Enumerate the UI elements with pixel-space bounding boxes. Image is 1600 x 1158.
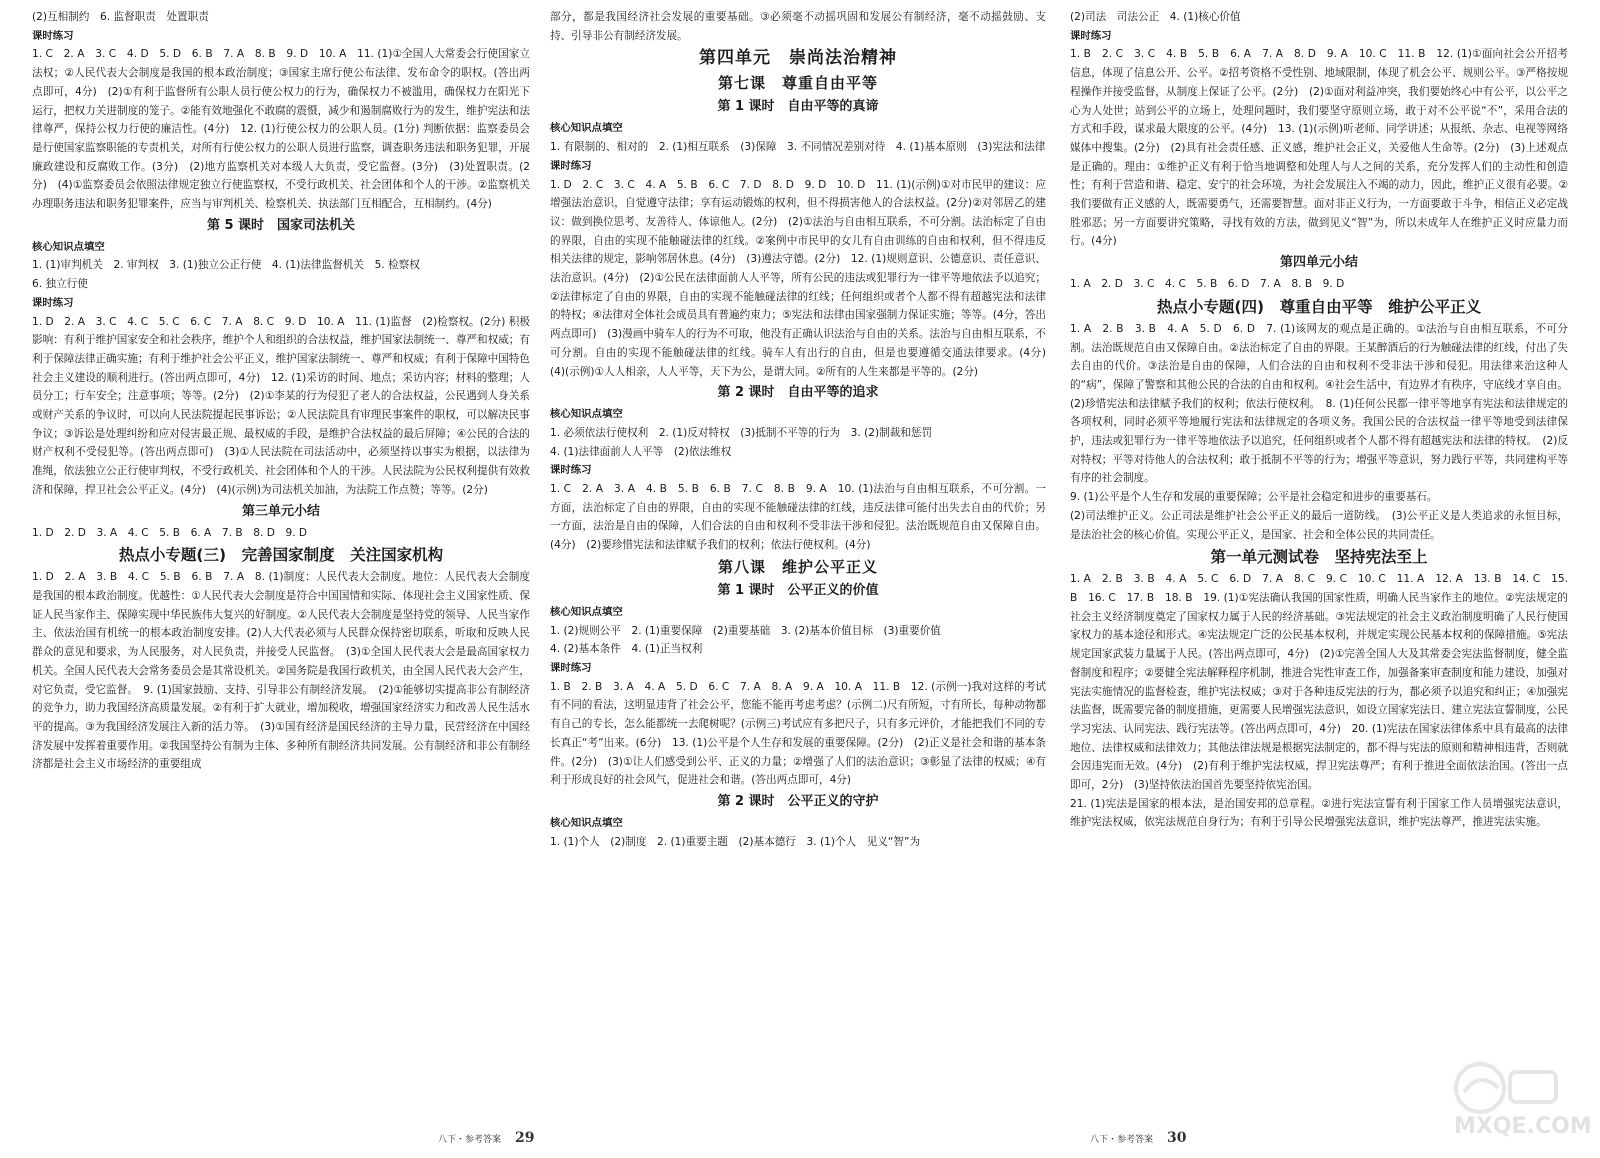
answer-paragraph: 部分，都是我国经济社会发展的重要基础。③必须毫不动摇巩固和发展公有制经济，毫不动摇鼓励、支持、引导非公有制经济发展。 xyxy=(550,11,1046,42)
answer-paragraph: (2)司法 司法公正 4. (1)核心价值 xyxy=(1070,11,1241,23)
answer-paragraph: 1. 必须依法行使权利 2. (1)反对特权 (3)抵制不平等的行为 3. (2)制裁和惩罚 xyxy=(550,426,933,439)
watermark-logo-icon xyxy=(1440,1058,1570,1118)
answer-paragraph: 1. (2)规则公平 2. (1)重要保障 (2)重要基础 3. (2)基本价值目标 (3)重要价值 xyxy=(550,624,941,637)
section-tag: 课时练习 xyxy=(1070,29,1112,42)
answer-column-right xyxy=(1070,8,1568,1126)
page-footer-right xyxy=(1090,1130,1187,1146)
answer-paragraph: 4. (1)法律面前人人平等 (2)依法维权 xyxy=(550,445,732,458)
answer-paragraph: 1. (1)个人 (2)制度 2. (1)重要主题 (2)基本德行 3. (1)个人 见义“智”为 xyxy=(550,835,921,848)
page-footer-left xyxy=(438,1130,535,1146)
answer-paragraph: 1. A 2. D 3. C 4. C 5. B 6. D 7. A 8. B 9. D xyxy=(1070,278,1345,291)
answer-paragraph: 1. C 2. A 3. C 4. D 5. D 6. B 7. A 8. B 9. D 10. A 11. (1)①全国人大常委会行使国家立法权；②人民代表大会制度是我国的根本政治制度；③国家主席行使公布法律、发布命令的职权。(答出两点即可，4分) (2)①有利于监督所有公职人员行使公权力的行为，确保权力不被滥用，确保权力在阳光下运行，把权力关进制度的笼子。②能有效地强化不敢腐的震慑，减少和遏制腐败行为的发生，维护宪法和法律尊严，保持公权力行使的廉洁性。(4分) 12. (1)行使公权力的公职人员。(1分) 判断依据：监察委员会是行使国家监察职能的专责机关，对所有行使公权力的公职人员进行监察，调查职务违法和职务犯罪，开展廉政建设和反腐败工作。(3分) (2)地方监察机关对本级人大负责，受它监督。(3分) (3)处置职责。(2分) (4)①监察委员会依照法律规定独立行使监察权，不受行政机关、社会团体和个人的干涉。②监察机关办理职务违法和职务犯罪案件，应当与审判机关、检察机关、执法部门互相配合，互相制约。(4分) xyxy=(32,48,530,211)
section-tag: 课时练习 xyxy=(32,296,74,309)
answer-paragraph: 21. (1)宪法是国家的根本法，是治国安邦的总章程。②进行宪法宣誓有利于国家工作人员增强宪法意识，维护宪法权威，依宪法规范自身行为；有利于引导公民增强宪法意识，维护宪法尊严，推进宪法实施。 xyxy=(1070,797,1568,829)
answer-paragraph: 1. D 2. C 3. C 4. A 5. B 6. C 7. D 8. D 9. D 10. D 11. (1)(示例)①对市民甲的建议：应增强法治意识，自觉遵守法律；享有运动锻炼的权利，但不得损害他人的合法权益。(2分)②对邻居乙的建议：做到换位思考、友善待人、体谅他人。(2分) (2)①法治与自由相互联系，不可分割。法治标定了自由的界限，自由的实现不能触碰法律的红线。②案例中市民甲的女儿有自由训练的自由和权利，但不得违反相关法律的规定，影响邻居休息。(4分) (3)遵法守德。(2分) 12. (1)规则意识、公德意识、责任意识、法治意识。(4分) (2)①公民在法律面前人人平等，所有公民的违法或犯罪行为一律平等地依法予以追究；②法律标定了自由的界限，自由的实现不能触碰法律的红线；任何组织或者个人都不得有超越宪法和法律的特权；④法律对全体社会成员具有普遍约束力；⑤宪法和法律由国家强制力保证实施；等等。(4分，答出两点即可) (3)漫画中骑车人的行为不可取，他没有正确认识法治与自由的关系。法治与自由相互联系，不可分割。自由的实现不能触碰法律的红线。骑车人有出行的自由，但是也要遵循交通法律要求。(4分) (4)(示例)①人人相亲，人人平等，天下为公，是谓大同。②所有的人生来都是平等的。(2分) xyxy=(550,178,1057,378)
answer-paragraph: 1. D 2. A 3. B 4. C 5. B 6. B 7. A 8. (1)制度：人民代表大会制度。地位：人民代表大会制度是我国的根本政治制度。优越性：①人民代表大会制度是符合中国国情和实际、体现社会主义国家性质、保证人民当家作主、保障实现中华民族伟大复兴的好制度。②人民代表大会制度是坚持党的领导、人民当家作主、依法治国有机统一的根本政治制度安排。(2)人大代表必须与人民群众保持密切联系，听取和反映人民群众的意见和要求，为人民服务，对人民负责，并接受人民监督。 (3)①全国人民代表大会是最高国家权力机关。全国人民代表大会常务委员会是其常设机关。②国务院是我国行政机关，由全国人民代表大会产生，对它负责，受它监督。 9. (1)国家鼓励、支持、引导非公有制经济发展。 (2)①能够切实提高非公有制经济的竞争力，助力我国经济高质量发展。②有利于扩大就业，增加税收，增强国家经济实力和改善人民生活水平的提高。③为我国经济发展注入新的活力等。 (3)①国有经济是国民经济的主导力量，民营经济在中国经济发展中发挥着重要作用。②我国坚持公有制为主体、多种所有制经济共同发展。公有制经济和非公有制经济都是社会主义市场经济的重要组成 xyxy=(32,571,530,771)
answer-paragraph: 1. D 2. D 3. A 4. C 5. B 6. A 7. B 8. D 9. D xyxy=(32,526,308,539)
answer-paragraph: 1. 有限制的、相对的 2. (1)相互联系 (3)保障 3. 不同情况差别对待 4. (1)基本原则 (3)宪法和法律 xyxy=(550,141,1046,154)
page-number: 30 xyxy=(1167,1130,1187,1146)
answer-paragraph: 4. (2)基本条件 4. (1)正当权利 xyxy=(550,643,703,656)
period-heading: 第 5 课时 国家司法机关 xyxy=(206,217,356,233)
period-heading: 第 2 课时 自由平等的追求 xyxy=(717,385,879,401)
answer-paragraph: 1. B 2. B 3. A 4. A 5. D 6. C 7. A 8. A 9. A 10. A 11. B 12. (示例一)我对这样的考试有不同的看法，这明显违背了社会公平，您能不能再考虑考虑？(示例二)尺有所短，寸有所长，每种动物都有自己的专长，怎么能都统一去爬树呢？(示例三)考试应有多把尺子，只有多元评价，才能把我们不同的专长真正“考”出来。(6分) 13. (1)公平是个人生存和发展的重要保障。(2分) (2)正义是社会和谐的基本条件。(2分) (3)①让人们感受到公平、正义的力量；②增强了人们的法治意识；③彰显了法律的权威；④有利于形成良好的社会风气，促进社会和谐。(答出两点即可，4分) xyxy=(550,680,1046,787)
section-tag: 核心知识点填空 xyxy=(550,122,623,135)
answer-column-left xyxy=(32,8,530,1126)
section-tag: 核心知识点填空 xyxy=(32,240,105,253)
watermark-text: MXQE.COM xyxy=(1454,1114,1592,1139)
answer-column-middle xyxy=(550,8,1057,1126)
footer-label: 八下・参考答案 xyxy=(1090,1135,1154,1145)
answer-paragraph: 1. B 2. C 3. C 4. B 5. B 6. A 7. A 8. D 9. A 10. C 11. B 12. (1)①面向社会公开招考信息，体现了信息公开、公平。②招考资格不受性别、地域限制，体现了机会公平、规则公平。③严格按规程操作并接受监督，从制度上保证了公平。(2分) (2)①面对利益冲突，我们要始终心中有公平，以公平之心为人处世；站到公平的立场上，处理问题时，我们要坚守原则立场，敢于对不公平说“不”，采用合法的方式和手段，谋求最大限度的公平。(4分) 13. (1)(示例)听老师、同学讲述；从报纸、杂志、电视等网络媒体中搜集。(2分) (2)具有社会责任感、正义感，维护社会正义，关爱他人生命等。(2分) (3)上述观点是正确的。理由：①维护正义有利于恰当地调整和处理人与人之间的关系，充分发挥人们的主动性和创造性；有利于营造和谐、稳定、安宁的社会环境，为社会发展注入不竭的动力，因此，维护正义很有必要。②我们要做有正义感的人，既需要勇气，还需要智慧。面对非正义行为，一方面要敢于斗争，相信正义必定战胜邪恶；另一方面要讲究策略，寻找有效的方法，做到见义“智”为，所以未成年人在维护正义时应量力而行。(4分) xyxy=(1070,48,1568,248)
topic-heading: 热点小专题(四) 尊重自由平等 维护公平正义 xyxy=(1156,297,1482,316)
page-number: 29 xyxy=(515,1130,535,1146)
answer-paragraph: 1. A 2. B 3. B 4. A 5. D 6. D 7. (1)该网友的观点是正确的。①法治与自由相互联系，不可分割。法治既规范自由又保障自由。②法治标定了自由的界限。王某醉酒后的行为触碰法律的红线，付出了失去自由的代价。③法治是自由的保障，人们合法的自由和权利不受非法干涉和侵犯。用法律来治这种人的“病”，保障了警察和其他公民的合法的自由和权利。④社会生活中，有边界才有秩序，守底线才享自由。(2)珍惜宪法和法律赋予我们的权利；依法行使权利。 8. (1)任何公民都一律平等地享有宪法和法律规定的各项权利，同时必须平等地履行宪法和法律规定的各项义务。我国公民的合法权益一律平等地受到法律保护，违法或犯罪行为一律平等地依法予以追究，任何组织或者个人都不得有超越宪法和法律的特权。 (2)反对特权；平等对待他人的合法权利；敢于抵制不平等的行为；增强平等意识，努力践行平等，共同建构平等有序的社会制度。 xyxy=(1070,322,1568,485)
period-heading: 第 1 课时 公平正义的价值 xyxy=(717,582,879,598)
answer-paragraph: 1. (1)审判机关 2. 审判权 3. (1)独立公正行使 4. (1)法律监督机关 5. 检察权 xyxy=(32,259,420,272)
answer-paragraph: 9. (1)公平是个人生存和发展的重要保障；公平是社会稳定和进步的重要基石。 xyxy=(1070,491,1438,504)
footer-label: 八下・参考答案 xyxy=(438,1135,502,1145)
section-tag: 课时练习 xyxy=(550,661,592,674)
answer-paragraph: 1. C 2. A 3. A 4. B 5. B 6. B 7. C 8. B 9. A 10. (1)法治与自由相互联系，不可分割。一方面，法治标定了自由的界限，自由的实现不能触碰法律的红线，违反法律可能付出失去自由的代价；另一方面，法治是自由的保障，人们合法的自由和权利不受非法干涉和侵犯。法治既规范自由又保障自由。(4分) (2)要珍惜宪法和法律赋予我们的权利；依法行使权利。(4分) xyxy=(550,483,1046,552)
topic-heading: 第一单元测试卷 坚持宪法至上 xyxy=(1210,548,1428,567)
answer-paragraph: 1. A 2. B 3. B 4. A 5. C 6. D 7. A 8. C 9. C 10. C 11. A 12. A 13. B 14. C 15. B 16. C 17. B 18. B 19. (1)①宪法确认我国的国家性质，明确人民当家作主的地位。②宪法规定的社会主义经济制度奠定了国家权力属于人民的经济基础。③宪法规定的社会主义政治制度明确了人民行使国家权力的基本途径和形式。④宪法规定广泛的公民基本权利，并规定实现公民基本权利的保障措施。⑤宪法规定国家武装力量属于人民。(答出两点即可，4分) (2)①完善全国人大及其常委会宪法监督制度，健全监督制度和程序；②要健全宪法解释程序机制，推进合宪性审查工作，加强备案审查制度和能力建设，加强对宪法实施情况的监督检查，维护宪法权威；③对于各种违反宪法的行为，都必须予以追究和纠正；④加强宪法监督，既需要完备的制度措施，更需要人民增强宪法意识，如设立国家宪法日、建立宪法宣誓制度，公民学习宪法、认同宪法、践行宪法等。(答出两点即可，4分) 20. (1)宪法在国家法律体系中具有最高的法律地位、法律权威和法律效力；其他法律法规是根据宪法制定的，都不得与宪法的原则和精神相违背，否则就会因违宪而无效。(4分) (2)有利于维护宪法权威，捍卫宪法尊严；有利于推进全面依法治国。(答出一点即可，2分) (3)坚持依法治国首先要坚持依宪治国。 xyxy=(1070,573,1568,792)
section-tag: 课时练习 xyxy=(32,29,74,42)
period-heading: 第 2 课时 公平正义的守护 xyxy=(717,793,879,809)
unit-heading: 第四单元 崇尚法治精神 xyxy=(699,48,897,69)
answer-paragraph: (2)互相制约 6. 监督职责 处置职责 xyxy=(32,11,209,23)
section-tag: 核心知识点填空 xyxy=(550,816,623,829)
site-watermark xyxy=(1440,1058,1592,1148)
section-tag: 核心知识点填空 xyxy=(550,408,623,421)
answer-paragraph: (2)司法维护正义。公正司法是维护社会公平正义的最后一道防线。 (3)公平正义是人类追求的永恒目标，是法治社会的核心价值。实现公平正义，是国家、社会和全体公民的共同责任。 xyxy=(1070,509,1568,541)
topic-heading: 热点小专题(三) 完善国家制度 关注国家机构 xyxy=(118,546,444,565)
period-heading: 第 1 课时 自由平等的真谛 xyxy=(717,99,879,115)
lesson-heading: 第七课 尊重自由平等 xyxy=(717,74,878,93)
answer-paragraph: 1. D 2. A 3. C 4. C 5. C 6. C 7. A 8. C 9. D 10. A 11. (1)监督 (2)检察权。(2分) 积极影响：有利于维护国家安全和社会秩序，维护个人和组织的合法权益，维护国家法制统一、尊严和权威；有利于保障法律正确实施；有利于维护社会公平正义，维护国家法制统一、尊严和权威；有利于保障中国特色社会主义建设的顺利进行。(答出两点即可，4分) 12. (1)采访的时间、地点；采访内容；材料的整理；人员分工；行车安全；注意事项；等等。(2分) (2)①李某的行为侵犯了老人的合法权益，公民遇到人身关系或财产关系的争议时，可以向人民法院提起民事诉讼；②人民法院具有审理民事案件的职权，可以解决民事争议；③诉讼是处理纠纷和应对侵害最正规、最权威的手段，是维护合法权益的最后屏障；④公民的合法的财产权利不受侵犯等。(答出两点即可) (3)①人民法院在司法活动中，必须坚持以事实为根据，以法律为准绳，依法独立公正行使审判权，不受行政机关、社会团体和个人的干涉。人民法院为公民权利提供有效救济和保障，捍卫社会公平正义。(4分) (4)(示例)为司法机关加油，为法院工作点赞；等等。(2分) xyxy=(32,315,530,496)
period-heading: 第三单元小结 xyxy=(241,503,320,519)
section-tag: 核心知识点填空 xyxy=(550,605,623,618)
section-tag: 课时练习 xyxy=(550,464,592,477)
period-heading: 第四单元小结 xyxy=(1279,255,1358,271)
answer-paragraph: 6. 独立行使 xyxy=(32,278,88,291)
section-tag: 课时练习 xyxy=(550,159,592,172)
lesson-heading: 第八课 维护公平正义 xyxy=(717,557,878,576)
